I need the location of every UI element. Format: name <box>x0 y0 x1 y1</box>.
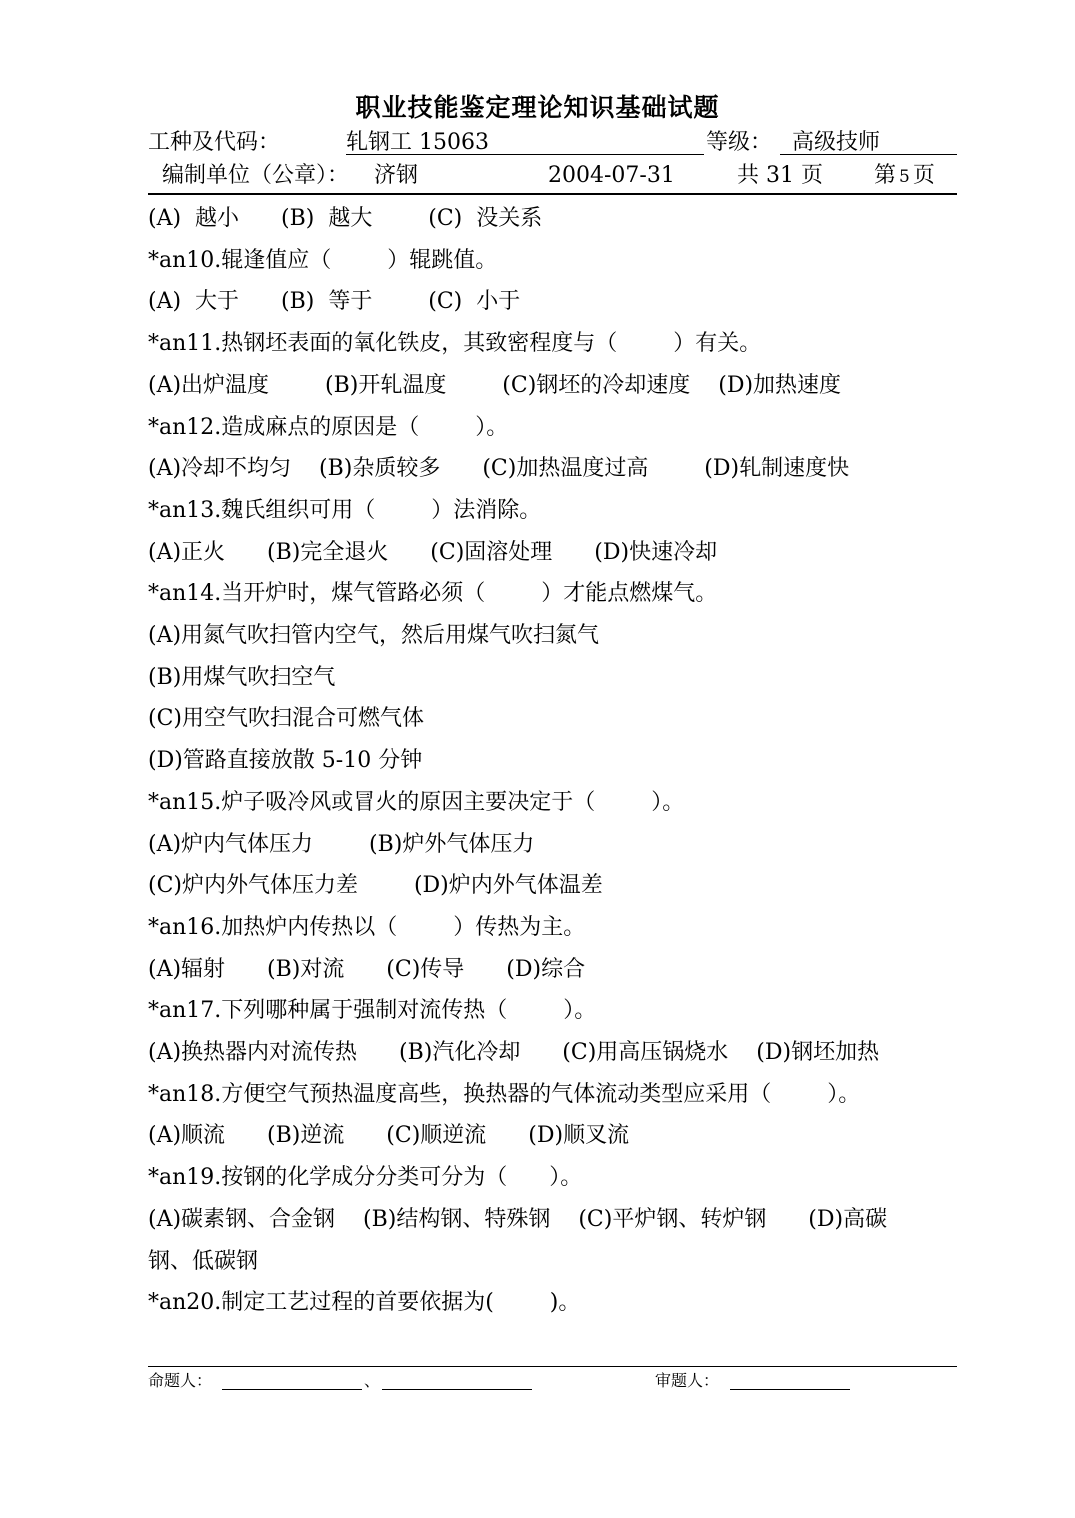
option-line: (A) 越小 (B) 越大 (C) 没关系 <box>148 206 543 231</box>
page-number: 5 <box>899 167 910 187</box>
option-line: (A)炉内气体压力 (B)炉外气体压力 <box>148 831 535 857</box>
date: 2004-07-31 <box>548 163 675 188</box>
question-line: *an20.制定工艺过程的首要依据为( )。 <box>148 1290 581 1316</box>
option-line: (A)辐射 (B)对流 (C)传导 (D)综合 <box>148 956 586 982</box>
option-line: (A)换热器内对流传热 (B)汽化冷却 (C)用高压锅烧水 (D)钢坯加热 <box>148 1040 880 1065</box>
option-line: (A) 大于 (B) 等于 (C) 小于 <box>148 289 521 315</box>
question-line: *an17.下列哪种属于强制对流传热（ ）。 <box>148 998 597 1024</box>
option-line: (A)碳素钢、合金钢 (B)结构钢、特殊钢 (C)平炉钢、转炉钢 (D)高碳 <box>148 1206 888 1232</box>
question-line: *an18.方便空气预热温度高些，换热器的气体流动类型应采用（ ）。 <box>148 1081 861 1107</box>
option-line: (A)用氮气吹扫管内空气，然后用煤气吹扫氮气 <box>148 623 600 648</box>
trade-value: 轧钢工 15063 <box>346 130 489 155</box>
page-suffix: 页 <box>912 163 935 188</box>
header-rule <box>148 193 957 195</box>
option-line: (C)炉内外气体压力差 (D)炉内外气体温差 <box>148 873 603 899</box>
option-line: (D)管路直接放散 5-10 分钟 <box>148 748 423 774</box>
option-line: 钢、低碳钢 <box>148 1248 259 1274</box>
option-line: (A)出炉温度 (B)开轧温度 (C)钢坯的冷却速度 (D)加热速度 <box>148 372 842 398</box>
option-line: (A)顺流 (B)逆流 (C)顺逆流 (D)顺叉流 <box>148 1123 630 1149</box>
level-label: 等级： <box>706 130 773 155</box>
question-line: *an12.造成麻点的原因是（ ）。 <box>148 414 509 440</box>
question-line: *an14.当开炉时，煤气管路必须（ ）才能点燃煤气。 <box>148 581 718 607</box>
question-line: *an15.炉子吸冷风或冒火的原因主要决定于（ ）。 <box>148 789 685 815</box>
trade-label: 工种及代码： <box>148 130 281 155</box>
option-line: (B)用煤气吹扫空气 <box>148 664 336 690</box>
author-separator: 、 <box>364 1371 381 1390</box>
question-line: *an16.加热炉内传热以（ ）传热为主。 <box>148 914 586 940</box>
option-line: (C)用空气吹扫混合可燃气体 <box>148 706 424 732</box>
author-blank-2 <box>382 1389 532 1390</box>
author-blank-1 <box>222 1389 362 1390</box>
page-prefix: 第 <box>874 163 897 188</box>
option-line: (A)正火 (B)完全退火 (C)固溶处理 (D)快速冷却 <box>148 539 718 565</box>
author-label: 命题人： <box>148 1371 213 1390</box>
question-line: *an13.魏氏组织可用（ ）法消除。 <box>148 497 542 523</box>
question-line: *an19.按钢的化学成分分类可分为（ ）。 <box>148 1165 583 1191</box>
unit-label: 编制单位（公章）： <box>162 163 350 188</box>
level-value: 高级技师 <box>792 130 881 155</box>
unit-value: 济钢 <box>374 163 419 188</box>
question-line: *an10.辊逢值应（ ）辊跳值。 <box>148 247 498 273</box>
trade-underline <box>346 154 704 155</box>
page-indicator <box>874 162 935 191</box>
option-line: (A)冷却不均匀 (B)杂质较多 (C)加热温度过高 (D)轧制速度快 <box>148 456 850 482</box>
question-line: *an11.热钢坯表面的氧化铁皮，其致密程度与（ ）有关。 <box>148 331 762 357</box>
total-pages: 共 31 页 <box>737 163 823 188</box>
reviewer-label: 审题人： <box>655 1371 720 1390</box>
reviewer-blank <box>730 1389 850 1390</box>
page-title: 职业技能鉴定理论知识基础试题 <box>355 93 720 122</box>
level-underline <box>780 154 957 155</box>
footer-rule <box>148 1366 957 1367</box>
